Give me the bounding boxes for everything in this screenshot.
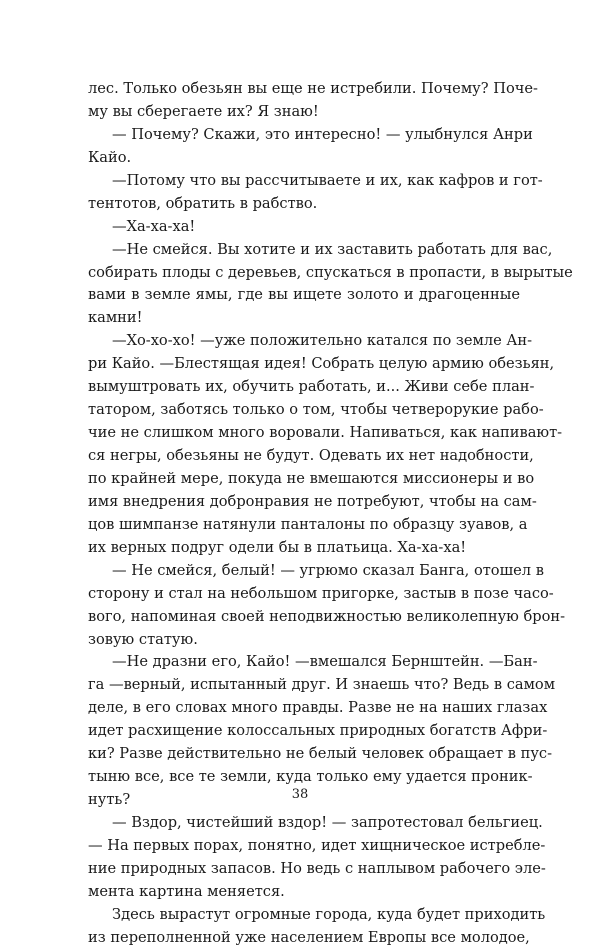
text-line: по крайней мере, покуда не вмешаются миссионеры и во	[88, 469, 535, 487]
text-line: га —верный, испытанный друг. И знаешь что? Ведь в самом	[88, 676, 556, 694]
text-line: — Вздор, чистейший вздор! — запротестовал бельгиец.	[112, 814, 543, 831]
text-line: собирать плоды с деревьев, спускаться в пропасти, в вырытые	[88, 263, 573, 281]
text-line: идет расхищение колоссальных природных богатств Афри-	[88, 722, 548, 740]
text-line: тыню все, все те земли, куда только ему удается проник-	[88, 768, 533, 786]
text-line: — Не смейся, белый! — угрюмо сказал Банга, отошел в	[112, 561, 544, 579]
text-line: камни!	[88, 309, 143, 327]
text-line: мента картина меняется.	[88, 882, 285, 900]
text-line: —Ха-ха-ха!	[112, 217, 196, 235]
text-line: —Потому что вы рассчитываете и их, как кафров и гот-	[112, 171, 543, 189]
book-page-text	[88, 78, 573, 950]
text-line: му вы сберегаете их? Я знаю!	[88, 102, 319, 120]
text-line: из переполненной уже населением Европы все молодое,	[88, 928, 530, 946]
text-line: татором, заботясь только о том, чтобы четверорукие рабо-	[88, 401, 544, 419]
text-line: деле, в его словах много правды. Разве не на наших глазах	[88, 699, 548, 717]
text-line: — На первых порах, понятно, идет хищническое истребле-	[88, 836, 546, 854]
text-line: имя внедрения добронравия не потребуют, чтобы на сам-	[88, 492, 537, 510]
text-line: —Не дразни его, Кайо! —вмешался Бернштейн. —Бан-	[112, 653, 538, 671]
text-line: вами в земле ямы, где вы ищете золото и драгоценные	[88, 286, 520, 304]
text-line: лес. Только обезьян вы еще не истребили. Почему? Поче-	[88, 80, 538, 97]
text-line: —Не смейся. Вы хотите и их заставить работать для вас,	[112, 240, 553, 258]
text-line: ся негры, обезьяны не будут. Одевать их нет надобности,	[88, 447, 534, 464]
text-line: чие не слишком много воровали. Напиваться, как напивают-	[88, 424, 563, 442]
text-line: вого, напоминая своей неподвижностью великолепную брон-	[88, 607, 566, 625]
text-line: ние природных запасов. Но ведь с наплывом рабочего эле-	[88, 859, 546, 877]
text-line: сторону и стал на небольшом пригорке, застыв в позе часо-	[88, 584, 554, 602]
text-line: Кайо.	[88, 148, 132, 166]
text-line: Здесь вырастут огромные города, куда будет приходить	[112, 905, 546, 923]
text-line: ри Кайо. —Блестящая идея! Собрать целую армию обезьян,	[88, 355, 555, 373]
text-line: нуть?	[88, 791, 131, 809]
text-line: вымуштровать их, обучить работать, и... Живи себе план-	[88, 378, 535, 396]
text-line: — Почему? Скажи, это интересно! — улыбнулся Анри	[112, 125, 533, 143]
text-line: —Хо-хо-хо! —уже положительно катался по земле Ан-	[112, 332, 533, 350]
text-line: ки? Разве действительно не белый человек обращает в пус-	[88, 745, 553, 763]
text-line: их верных подруг одели бы в платьица. Ха-ха-ха!	[88, 538, 467, 556]
text-line: цов шимпанзе натянули панталоны по образцу зуавов, а	[88, 515, 528, 533]
page-number: 38	[291, 787, 309, 802]
text-line: тентотов, обратить в рабство.	[88, 194, 318, 212]
text-line: зовую статую.	[88, 630, 198, 648]
